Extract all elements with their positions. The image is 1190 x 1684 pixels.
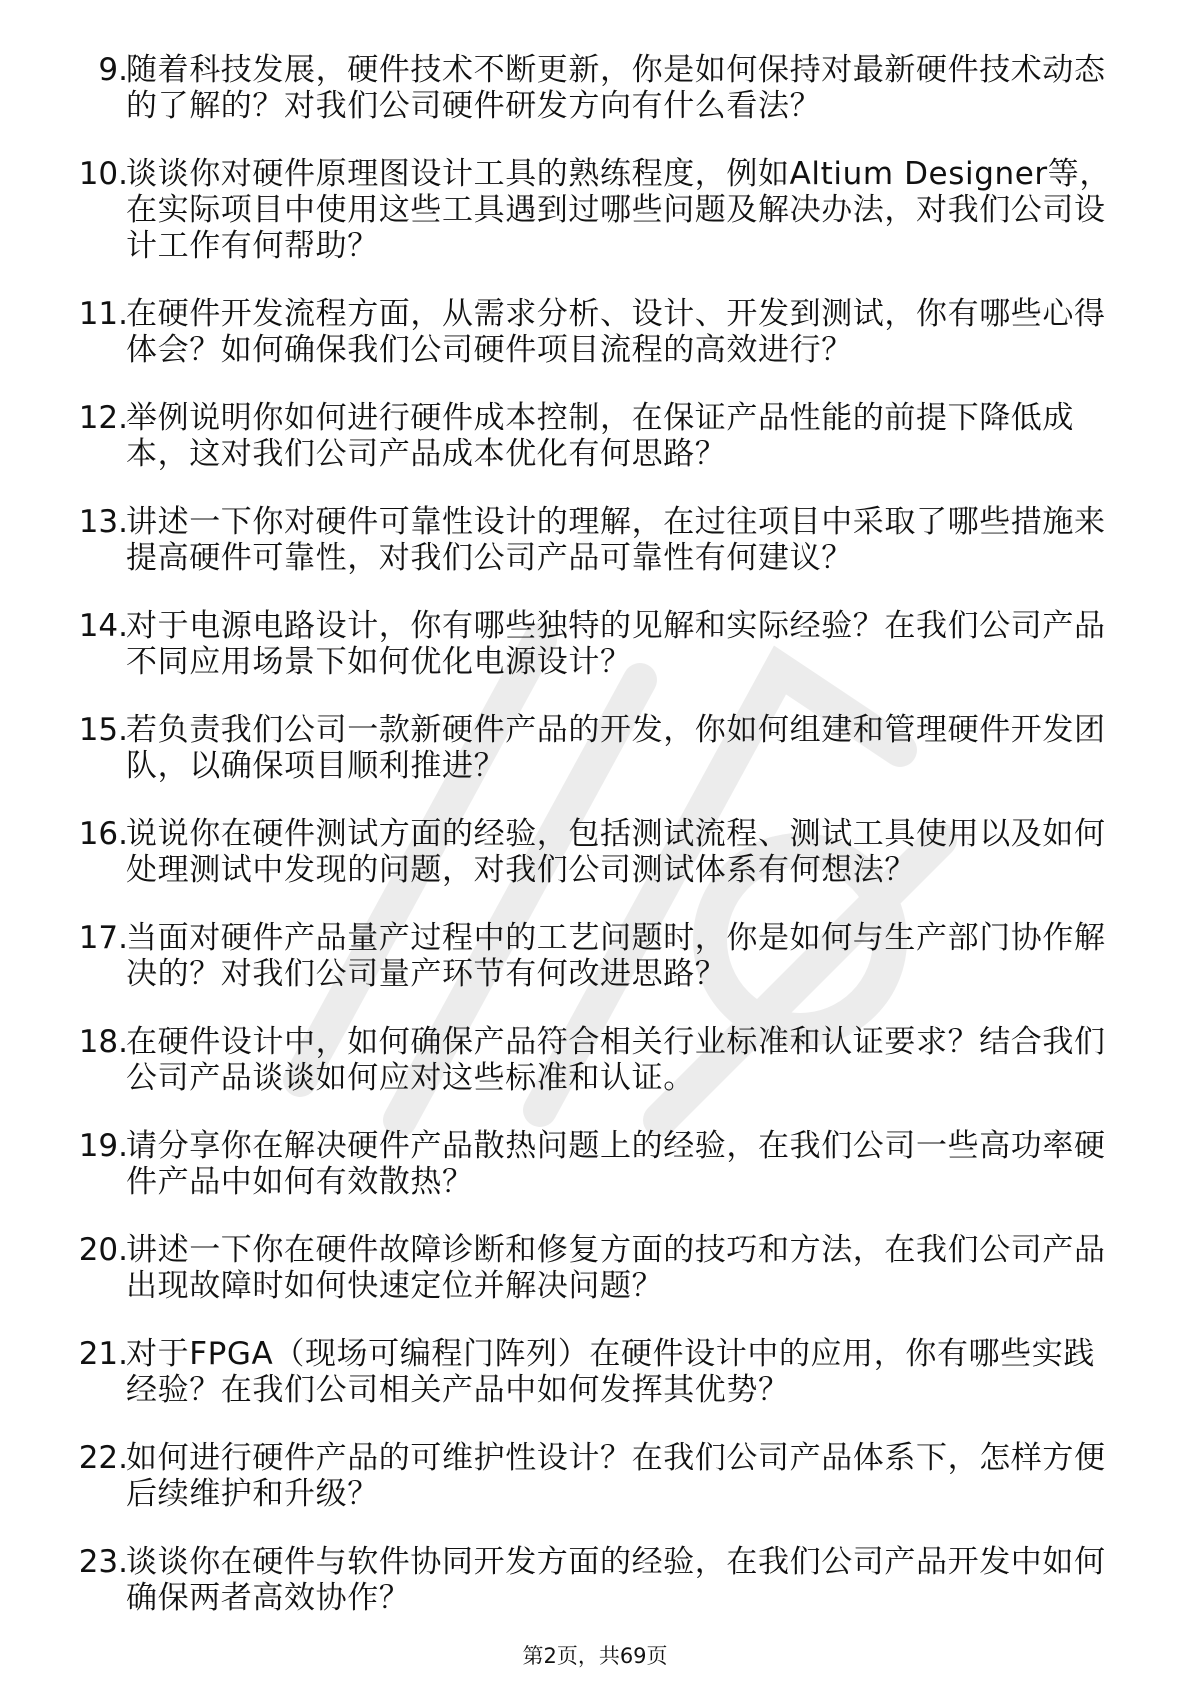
question-text: 请分享你在解决硬件产品散热问题上的经验，在我们公司一些高功率硬件产品中如何有效散热？: [126, 1128, 1106, 1200]
question-text: 说说你在硬件测试方面的经验，包括测试流程、测试工具使用以及如何处理测试中发现的问题，对我们公司测试体系有何想法？: [126, 816, 1106, 888]
question-text: 对于FPGA（现场可编程门阵列）在硬件设计中的应用，你有哪些实践经验？在我们公司相关产品中如何发挥其优势？: [126, 1336, 1095, 1408]
question-number: 9.: [98, 52, 128, 88]
question-item: [0, 1232, 1190, 1336]
question-item: [0, 920, 1190, 1024]
question-item: [0, 1024, 1190, 1128]
question-number: 11.: [78, 296, 128, 332]
question-number: 23.: [78, 1544, 128, 1580]
question-number: 19.: [78, 1128, 128, 1164]
question-text: 对于电源电路设计，你有哪些独特的见解和实际经验？在我们公司产品不同应用场景下如何优化电源设计？: [126, 608, 1106, 680]
question-text: 在硬件设计中，如何确保产品符合相关行业标准和认证要求？结合我们公司产品谈谈如何应对这些标准和认证。: [126, 1024, 1106, 1096]
question-text: 在硬件开发流程方面，从需求分析、设计、开发到测试，你有哪些心得体会？如何确保我们公司硬件项目流程的高效进行？: [126, 296, 1106, 368]
question-number: 18.: [78, 1024, 128, 1060]
question-text: 讲述一下你对硬件可靠性设计的理解，在过往项目中采取了哪些措施来提高硬件可靠性，对我们公司产品可靠性有何建议？: [126, 504, 1106, 576]
question-item: [0, 1440, 1190, 1544]
question-item: [0, 816, 1190, 920]
question-number: 22.: [78, 1440, 128, 1476]
question-number: 21.: [78, 1336, 128, 1372]
question-number: 16.: [78, 816, 128, 852]
question-item: [0, 1544, 1190, 1648]
question-item: [0, 296, 1190, 400]
question-item: [0, 156, 1190, 296]
question-number: 14.: [78, 608, 128, 644]
question-text: 举例说明你如何进行硬件成本控制，在保证产品性能的前提下降低成本，这对我们公司产品成本优化有何思路？: [126, 400, 1074, 472]
page-footer: 第2页，共69页: [522, 1644, 668, 1668]
question-number: 20.: [78, 1232, 128, 1268]
question-text: 谈谈你对硬件原理图设计工具的熟练程度，例如Altium Designer等，在实际项目中使用这些工具遇到过哪些问题及解决办法，对我们公司设计工作有何帮助？: [126, 156, 1111, 264]
question-text: 当面对硬件产品量产过程中的工艺问题时，你是如何与生产部门协作解决的？对我们公司量产环节有何改进思路？: [126, 920, 1106, 992]
question-text: 如何进行硬件产品的可维护性设计？在我们公司产品体系下，怎样方便后续维护和升级？: [126, 1440, 1106, 1512]
question-item: [0, 1128, 1190, 1232]
question-number: 15.: [78, 712, 128, 748]
question-item: [0, 400, 1190, 504]
question-item: [0, 504, 1190, 608]
question-number: 13.: [78, 504, 128, 540]
question-item: [0, 608, 1190, 712]
question-text: 随着科技发展，硬件技术不断更新，你是如何保持对最新硬件技术动态的了解的？对我们公司硬件研发方向有什么看法？: [126, 52, 1106, 124]
question-text: 讲述一下你在硬件故障诊断和修复方面的技巧和方法，在我们公司产品出现故障时如何快速定位并解决问题？: [126, 1232, 1106, 1304]
question-number: 10.: [78, 156, 128, 192]
question-list: [0, 52, 1190, 1648]
question-item: [0, 52, 1190, 156]
question-text: 若负责我们公司一款新硬件产品的开发，你如何组建和管理硬件开发团队，以确保项目顺利推进？: [126, 712, 1106, 784]
question-number: 17.: [78, 920, 128, 956]
question-number: 12.: [78, 400, 128, 436]
question-item: [0, 712, 1190, 816]
question-text: 谈谈你在硬件与软件协同开发方面的经验，在我们公司产品开发中如何确保两者高效协作？: [126, 1544, 1106, 1616]
question-item: [0, 1336, 1190, 1440]
